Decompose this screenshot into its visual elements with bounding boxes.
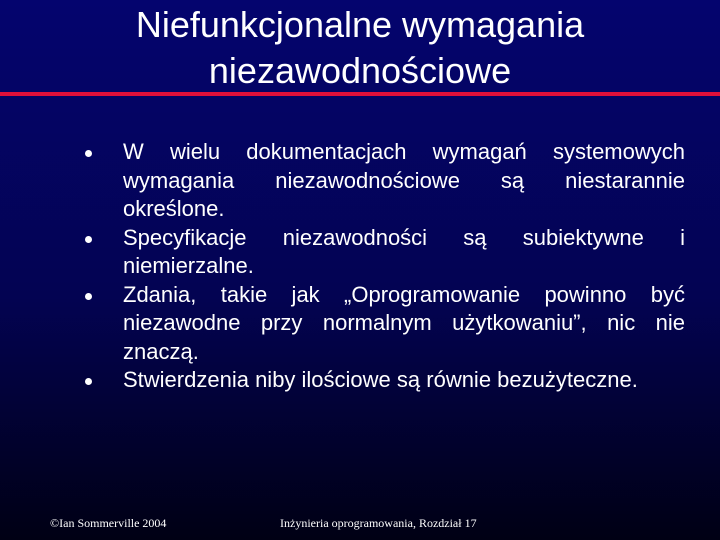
footer-copyright: ©Ian Sommerville 2004 [50,516,167,530]
bullet-dot-icon [85,378,92,385]
footer-chapter: Inżynieria oprogramowania, Rozdział 17 [280,516,477,530]
bullet-list [85,138,685,395]
bullet-dot-icon [85,236,92,243]
bullet-item [85,138,685,224]
bullet-dot-icon [85,150,92,157]
slide-title-line-2: niezawodnościowe [208,50,512,91]
bullet-text: Zdania, takie jak „Oprogramowanie powinno być niezawodne przy normalnym użytkowaniu”, nic nie znaczą. [123,281,685,364]
title-divider [0,92,720,96]
bullet-item [85,281,685,367]
bullet-text: Stwierdzenia niby ilościowe są równie bezużyteczne. [123,367,638,392]
bullet-dot-icon [85,293,92,300]
slide-title [0,2,720,94]
slide-title-line-1: Niefunkcjonalne wymagania [135,4,585,45]
bullet-item [85,366,685,395]
bullet-text: Specyfikacje niezawodności są subiektywne i niemierzalne. [123,224,685,278]
bullet-item [85,224,685,281]
bullet-text: W wielu dokumentacjach wymagań systemowych wymagania niezawodnościowe są niestarannie określone. [123,139,685,221]
